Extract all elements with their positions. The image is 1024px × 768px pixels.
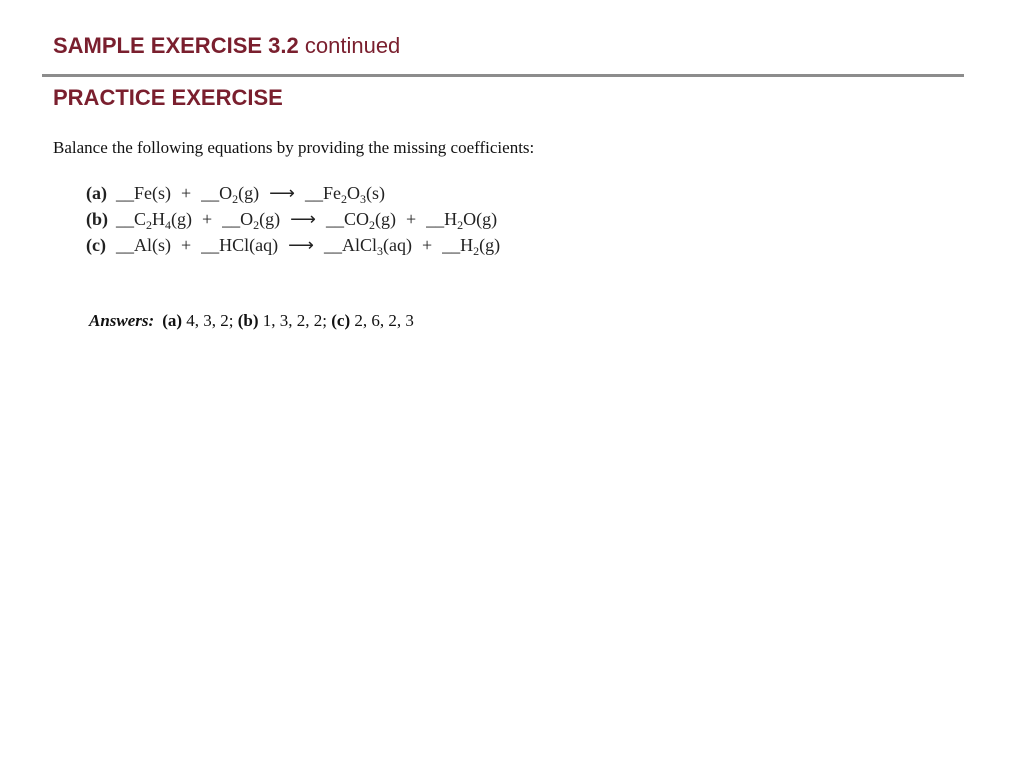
- equation-b-reactant-2-state: (g): [259, 209, 281, 229]
- equation-list: [86, 180, 500, 258]
- answers-line: [89, 310, 414, 332]
- equation-b-reactant-2-subscript: 2: [253, 218, 260, 232]
- equation-a-blank-1: __: [116, 183, 134, 203]
- slide-title: [53, 32, 400, 60]
- equation-a: [86, 180, 500, 206]
- equation-a-reactant-2-state: (g): [238, 183, 260, 203]
- equation-b-plus-2: +: [406, 209, 417, 229]
- equation-b-reactant-1: C: [134, 209, 147, 229]
- equation-b-reactant-1-subscript-1: 2: [146, 218, 153, 232]
- equation-c-product-1: AlCl: [341, 235, 377, 255]
- equation-a-arrow: ⟶: [269, 183, 295, 203]
- answer-b-label: (b): [237, 311, 259, 330]
- equation-b-reactant-1-state: (g): [171, 209, 193, 229]
- equation-c-reactant-1: Al(s): [134, 235, 171, 255]
- equation-a-reactant-2: O: [219, 183, 233, 203]
- section-heading: PRACTICE EXERCISE: [53, 85, 283, 110]
- equation-c-product-1-state: (aq): [382, 235, 412, 255]
- equation-c-blank-1: __: [116, 235, 134, 255]
- equation-c-product-1-subscript: 3: [376, 244, 383, 258]
- equation-b-label: (b): [86, 209, 108, 229]
- slide-title-continued: continued: [304, 33, 401, 58]
- equation-c-arrow: ⟶: [288, 235, 314, 255]
- equation-b-reactant-1-mid: H: [152, 209, 166, 229]
- answer-a-value: 4, 3, 2;: [186, 311, 234, 330]
- equation-b-product-2-subscript: 2: [457, 218, 464, 232]
- equation-c-blank-3: __: [323, 235, 342, 255]
- equation-b-blank-2: __: [222, 209, 241, 229]
- instructions-text: Balance the following equations by providing the missing coefficients:: [53, 138, 535, 157]
- equation-b: [86, 206, 500, 232]
- equation-b-product-1-subscript: 2: [369, 218, 375, 232]
- answer-b-value: 1, 3, 2, 2;: [262, 311, 328, 330]
- equation-b-blank-4: __: [426, 209, 445, 229]
- equation-c-reactant-2: HCl(aq): [219, 235, 279, 255]
- equation-b-arrow: ⟶: [290, 209, 316, 229]
- equation-b-blank-1: __: [116, 209, 134, 229]
- equation-b-plus-1: +: [202, 209, 213, 229]
- slide-title-main: SAMPLE EXERCISE 3.2: [53, 33, 299, 58]
- equation-c: [86, 232, 500, 258]
- title-divider: [42, 74, 964, 77]
- equation-c-product-2-subscript: 2: [473, 244, 480, 258]
- equation-a-product-1-subscript-2: 3: [359, 192, 366, 206]
- answer-a-label: (a): [162, 311, 183, 330]
- equation-a-product-1-mid: O: [346, 183, 360, 203]
- equation-b-product-1-state: (g): [375, 209, 396, 229]
- equation-b-product-1: CO: [343, 209, 369, 229]
- answers-heading: Answers:: [89, 311, 155, 330]
- equation-a-reactant-2-subscript: 2: [232, 192, 239, 206]
- equation-b-reactant-2: O: [240, 209, 254, 229]
- answer-c-label: (c): [331, 311, 351, 330]
- equation-a-plus: +: [181, 183, 192, 203]
- equation-a-product-1-state: (s): [365, 183, 385, 203]
- equation-c-product-2-state: (g): [479, 235, 501, 255]
- answer-c-value: 2, 6, 2, 3: [354, 311, 414, 330]
- equation-a-label: (a): [86, 183, 107, 203]
- equation-c-blank-4: __: [442, 235, 461, 255]
- equation-a-reactant-1: Fe(s): [134, 183, 171, 203]
- equation-a-product-1: Fe: [322, 183, 341, 203]
- equation-a-blank-3: __: [304, 183, 323, 203]
- equation-b-product-2-state: O(g): [463, 209, 498, 229]
- equation-a-blank-2: __: [201, 183, 220, 203]
- equation-b-blank-3: __: [325, 209, 344, 229]
- equation-b-product-2: H: [444, 209, 458, 229]
- equation-c-label: (c): [86, 235, 106, 255]
- equation-c-blank-2: __: [201, 235, 220, 255]
- equation-a-product-1-subscript-1: 2: [340, 192, 347, 206]
- equation-c-product-2: H: [460, 235, 474, 255]
- equation-b-reactant-1-subscript-2: 4: [165, 218, 172, 232]
- equation-c-plus-2: +: [421, 235, 433, 255]
- equation-c-plus-1: +: [181, 235, 192, 255]
